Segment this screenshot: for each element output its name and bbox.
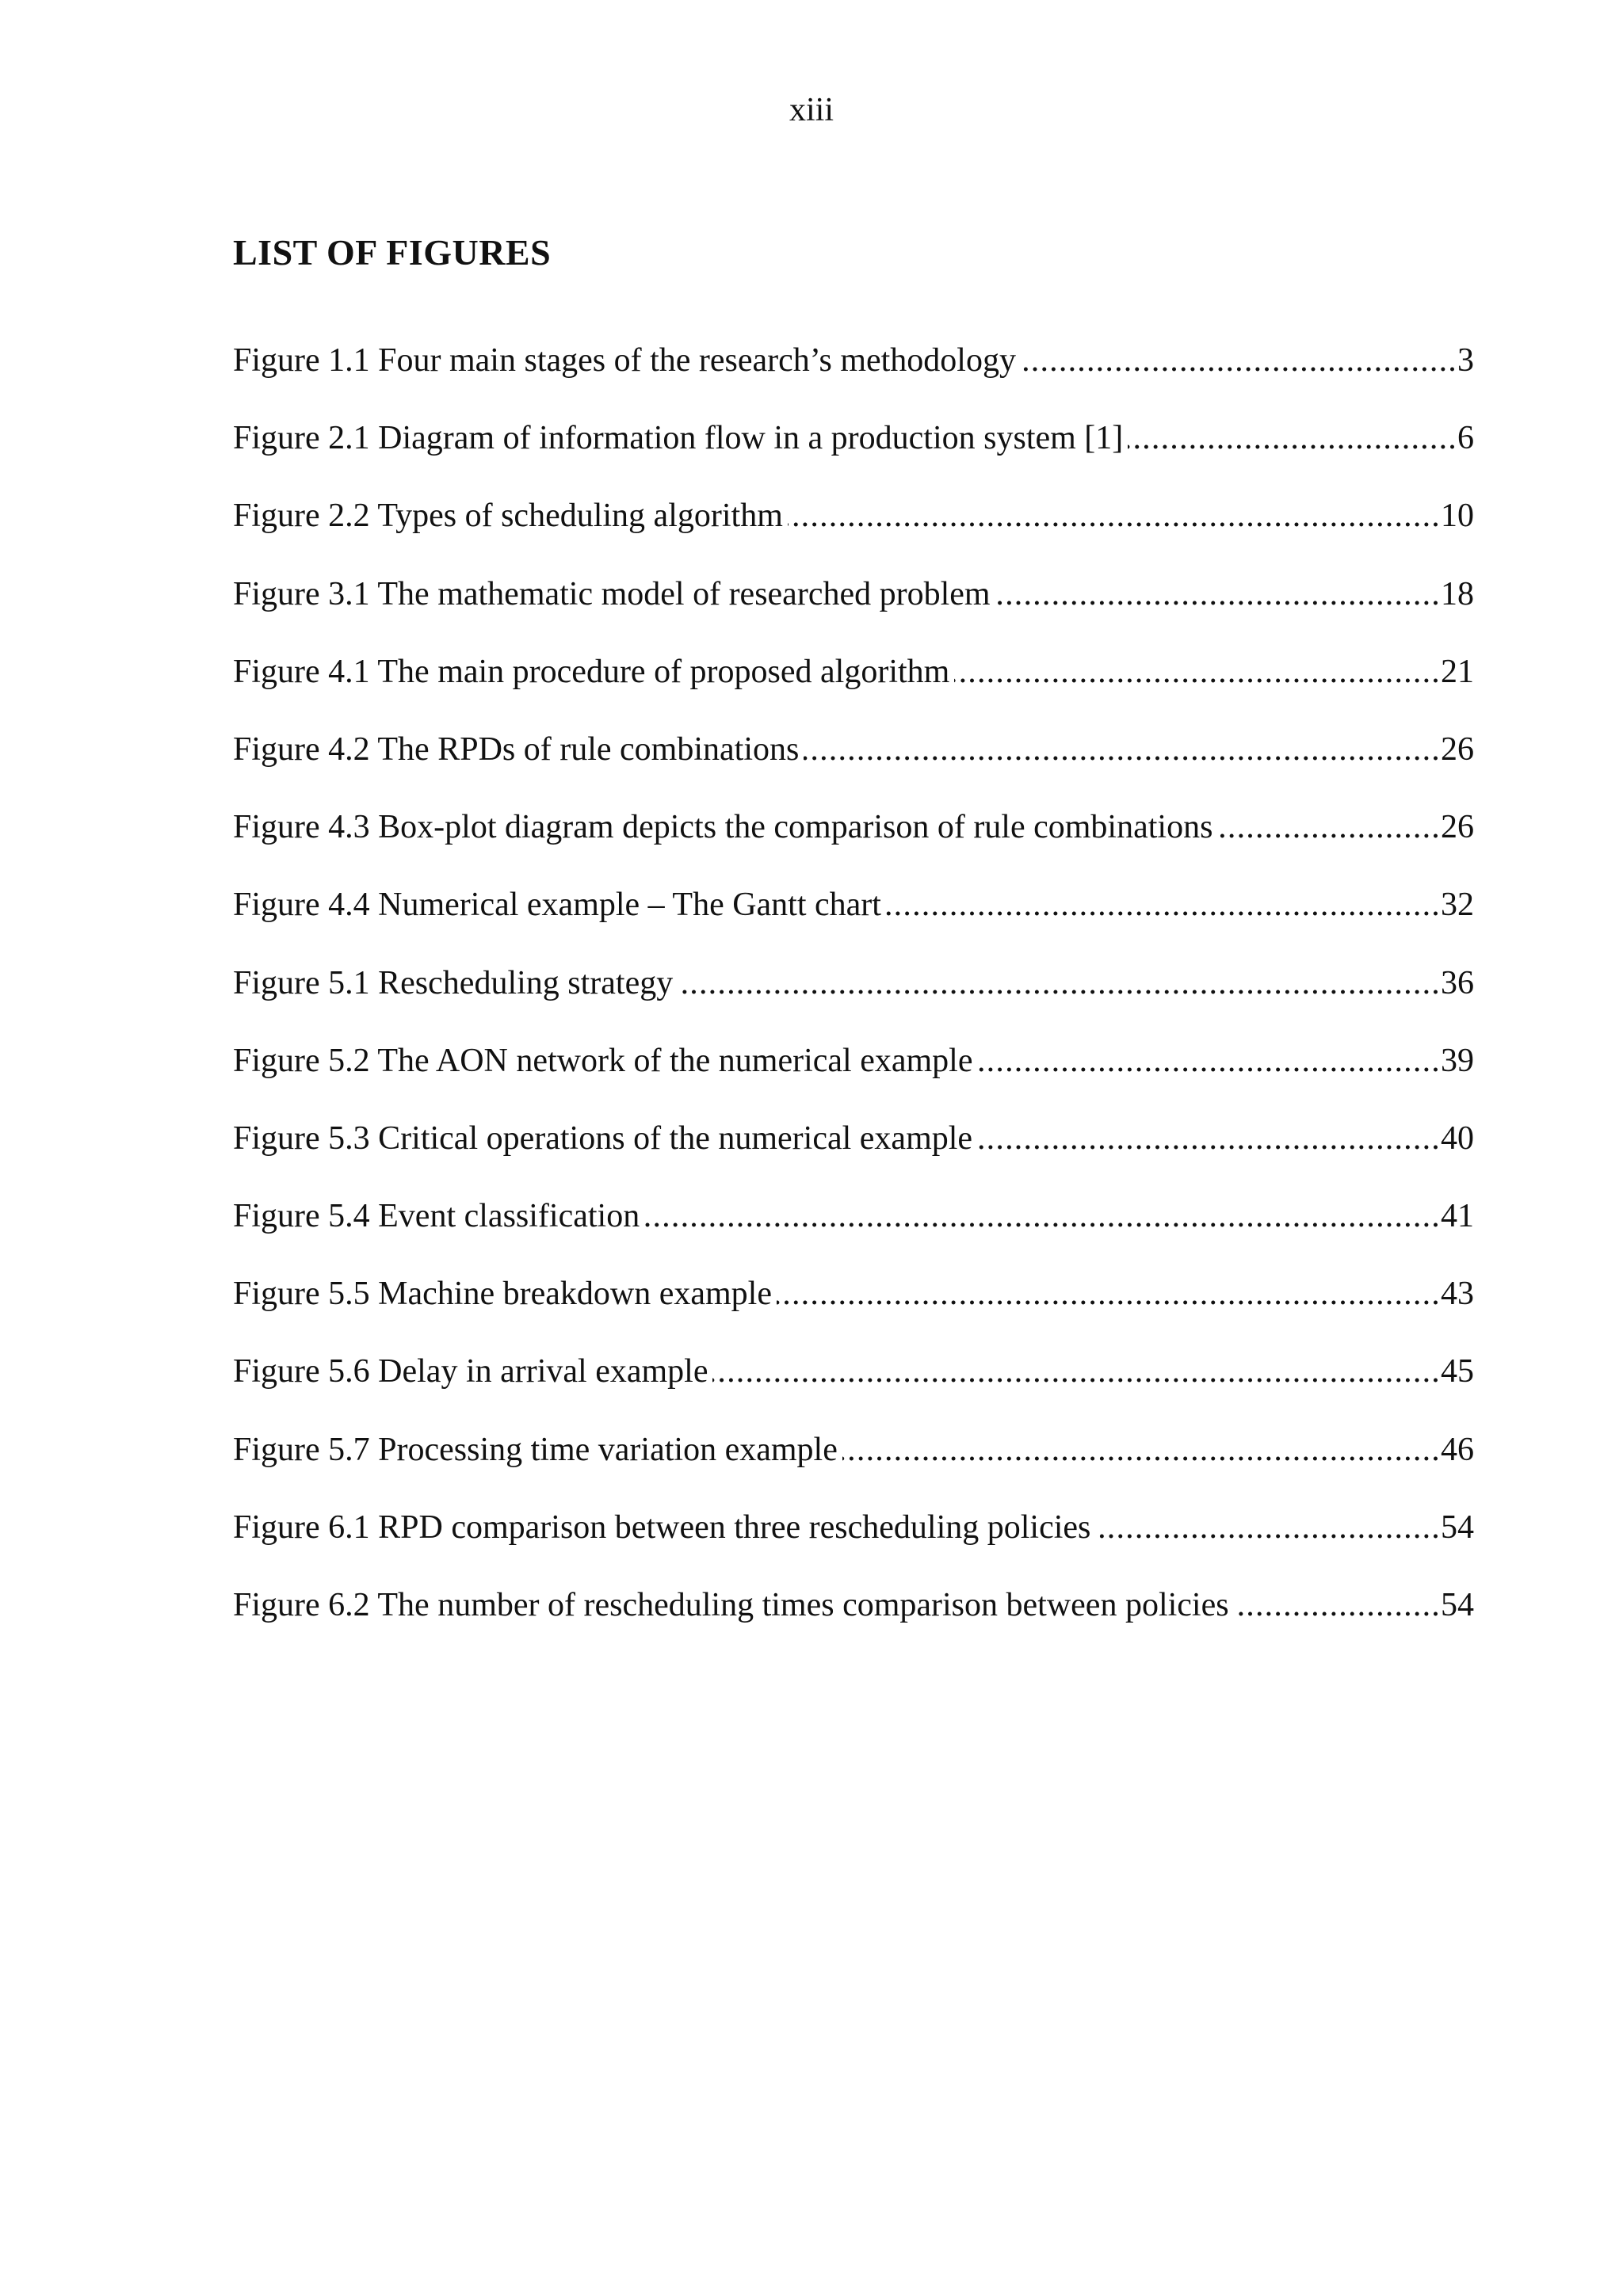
figure-entry-page: 39: [1441, 1042, 1474, 1079]
figure-entry-title: Figure 6.2 The number of rescheduling times comparison between policies: [233, 1587, 1229, 1623]
dot-leader: [977, 1044, 1441, 1077]
figure-entry-title: Figure 5.6 Delay in arrival example: [233, 1353, 708, 1390]
dot-leader: [1128, 421, 1457, 455]
figure-entry[interactable]: [233, 575, 1474, 655]
figure-entry-page: 54: [1441, 1587, 1474, 1623]
figure-entry[interactable]: [233, 1199, 1474, 1277]
figure-entry-page: 10: [1441, 498, 1474, 535]
figure-entry-page: 40: [1441, 1119, 1474, 1157]
figure-entry-title: Figure 4.3 Box-plot diagram depicts the comparison of rule combinations: [233, 809, 1213, 846]
list-of-figures-heading: LIST OF FIGURES: [233, 232, 552, 273]
figure-entry-title: Figure 1.1 Four main stages of the research’s methodology: [233, 342, 1016, 379]
figure-entry-page: 6: [1457, 420, 1474, 457]
figure-entry[interactable]: [233, 1433, 1474, 1511]
figure-entry[interactable]: [233, 888, 1474, 966]
figure-entry[interactable]: [233, 1355, 1474, 1432]
figure-entry-title: Figure 5.3 Critical operations of the numerical example: [233, 1119, 973, 1157]
figure-entry[interactable]: [233, 1044, 1474, 1122]
dot-leader: [678, 967, 1441, 1000]
figure-entry[interactable]: [233, 499, 1474, 577]
figure-entry-page: 46: [1441, 1431, 1474, 1468]
figure-entry-title: Figure 5.1 Rescheduling strategy: [233, 964, 674, 1001]
figure-entry-title: Figure 4.1 The main procedure of proposed algorithm: [233, 653, 950, 690]
figure-entry-title: Figure 5.5 Machine breakdown example: [233, 1276, 772, 1313]
figure-entry[interactable]: [233, 344, 1474, 421]
dot-leader: [712, 1355, 1441, 1388]
figure-entry-title: Figure 6.1 RPD comparison between three rescheduling policies: [233, 1508, 1091, 1546]
figure-entry[interactable]: [233, 655, 1474, 733]
figure-entry[interactable]: [233, 421, 1474, 499]
dot-leader: [977, 1122, 1441, 1155]
figure-entry-title: Figure 2.2 Types of scheduling algorithm: [233, 498, 783, 535]
figure-entry[interactable]: [233, 1508, 1474, 1589]
figure-entry[interactable]: [233, 964, 1474, 1044]
figure-entry-title: Figure 3.1 The mathematic model of researched problem: [233, 575, 991, 612]
figure-entry-page: 54: [1441, 1508, 1474, 1546]
figure-entry-title: Figure 4.4 Numerical example – The Gantt chart: [233, 887, 881, 924]
dot-leader: [995, 578, 1441, 611]
page-number: xiii: [789, 92, 834, 128]
dot-leader: [1021, 344, 1457, 377]
figure-entry-title: Figure 5.7 Processing time variation example: [233, 1431, 838, 1468]
figure-entry-page: 21: [1441, 653, 1474, 690]
figure-entry-page: 32: [1441, 887, 1474, 924]
figure-entry-page: 43: [1441, 1276, 1474, 1313]
dot-leader: [804, 733, 1441, 766]
figure-entry-page: 3: [1457, 342, 1474, 379]
dot-leader: [777, 1277, 1441, 1310]
figure-entry-page: 26: [1441, 730, 1474, 768]
dot-leader: [842, 1433, 1441, 1466]
dot-leader: [1234, 1589, 1441, 1622]
dot-leader: [1095, 1511, 1441, 1544]
figure-entry-title: Figure 4.2 The RPDs of rule combinations: [233, 730, 800, 768]
figure-entry-title: Figure 5.2 The AON network of the numerical example: [233, 1042, 973, 1079]
figure-entry-page: 26: [1441, 809, 1474, 846]
figure-entry[interactable]: [233, 1119, 1474, 1199]
figure-entry[interactable]: [233, 810, 1474, 888]
dot-leader: [1217, 810, 1441, 844]
dot-leader: [886, 888, 1441, 921]
figure-entry[interactable]: [233, 1589, 1474, 1666]
dot-leader: [954, 655, 1441, 688]
figure-entry-page: 45: [1441, 1353, 1474, 1390]
figure-entry[interactable]: [233, 730, 1474, 810]
figure-entry-page: 18: [1441, 575, 1474, 612]
figure-list: [233, 344, 1474, 1666]
dot-leader: [644, 1199, 1441, 1233]
figure-entry-page: 41: [1441, 1198, 1474, 1235]
figure-entry-page: 36: [1441, 964, 1474, 1001]
figure-entry-title: Figure 5.4 Event classification: [233, 1198, 640, 1235]
figure-entry-title: Figure 2.1 Diagram of information flow in a production system [1]: [233, 420, 1124, 457]
dot-leader: [788, 499, 1441, 532]
figure-entry[interactable]: [233, 1277, 1474, 1355]
